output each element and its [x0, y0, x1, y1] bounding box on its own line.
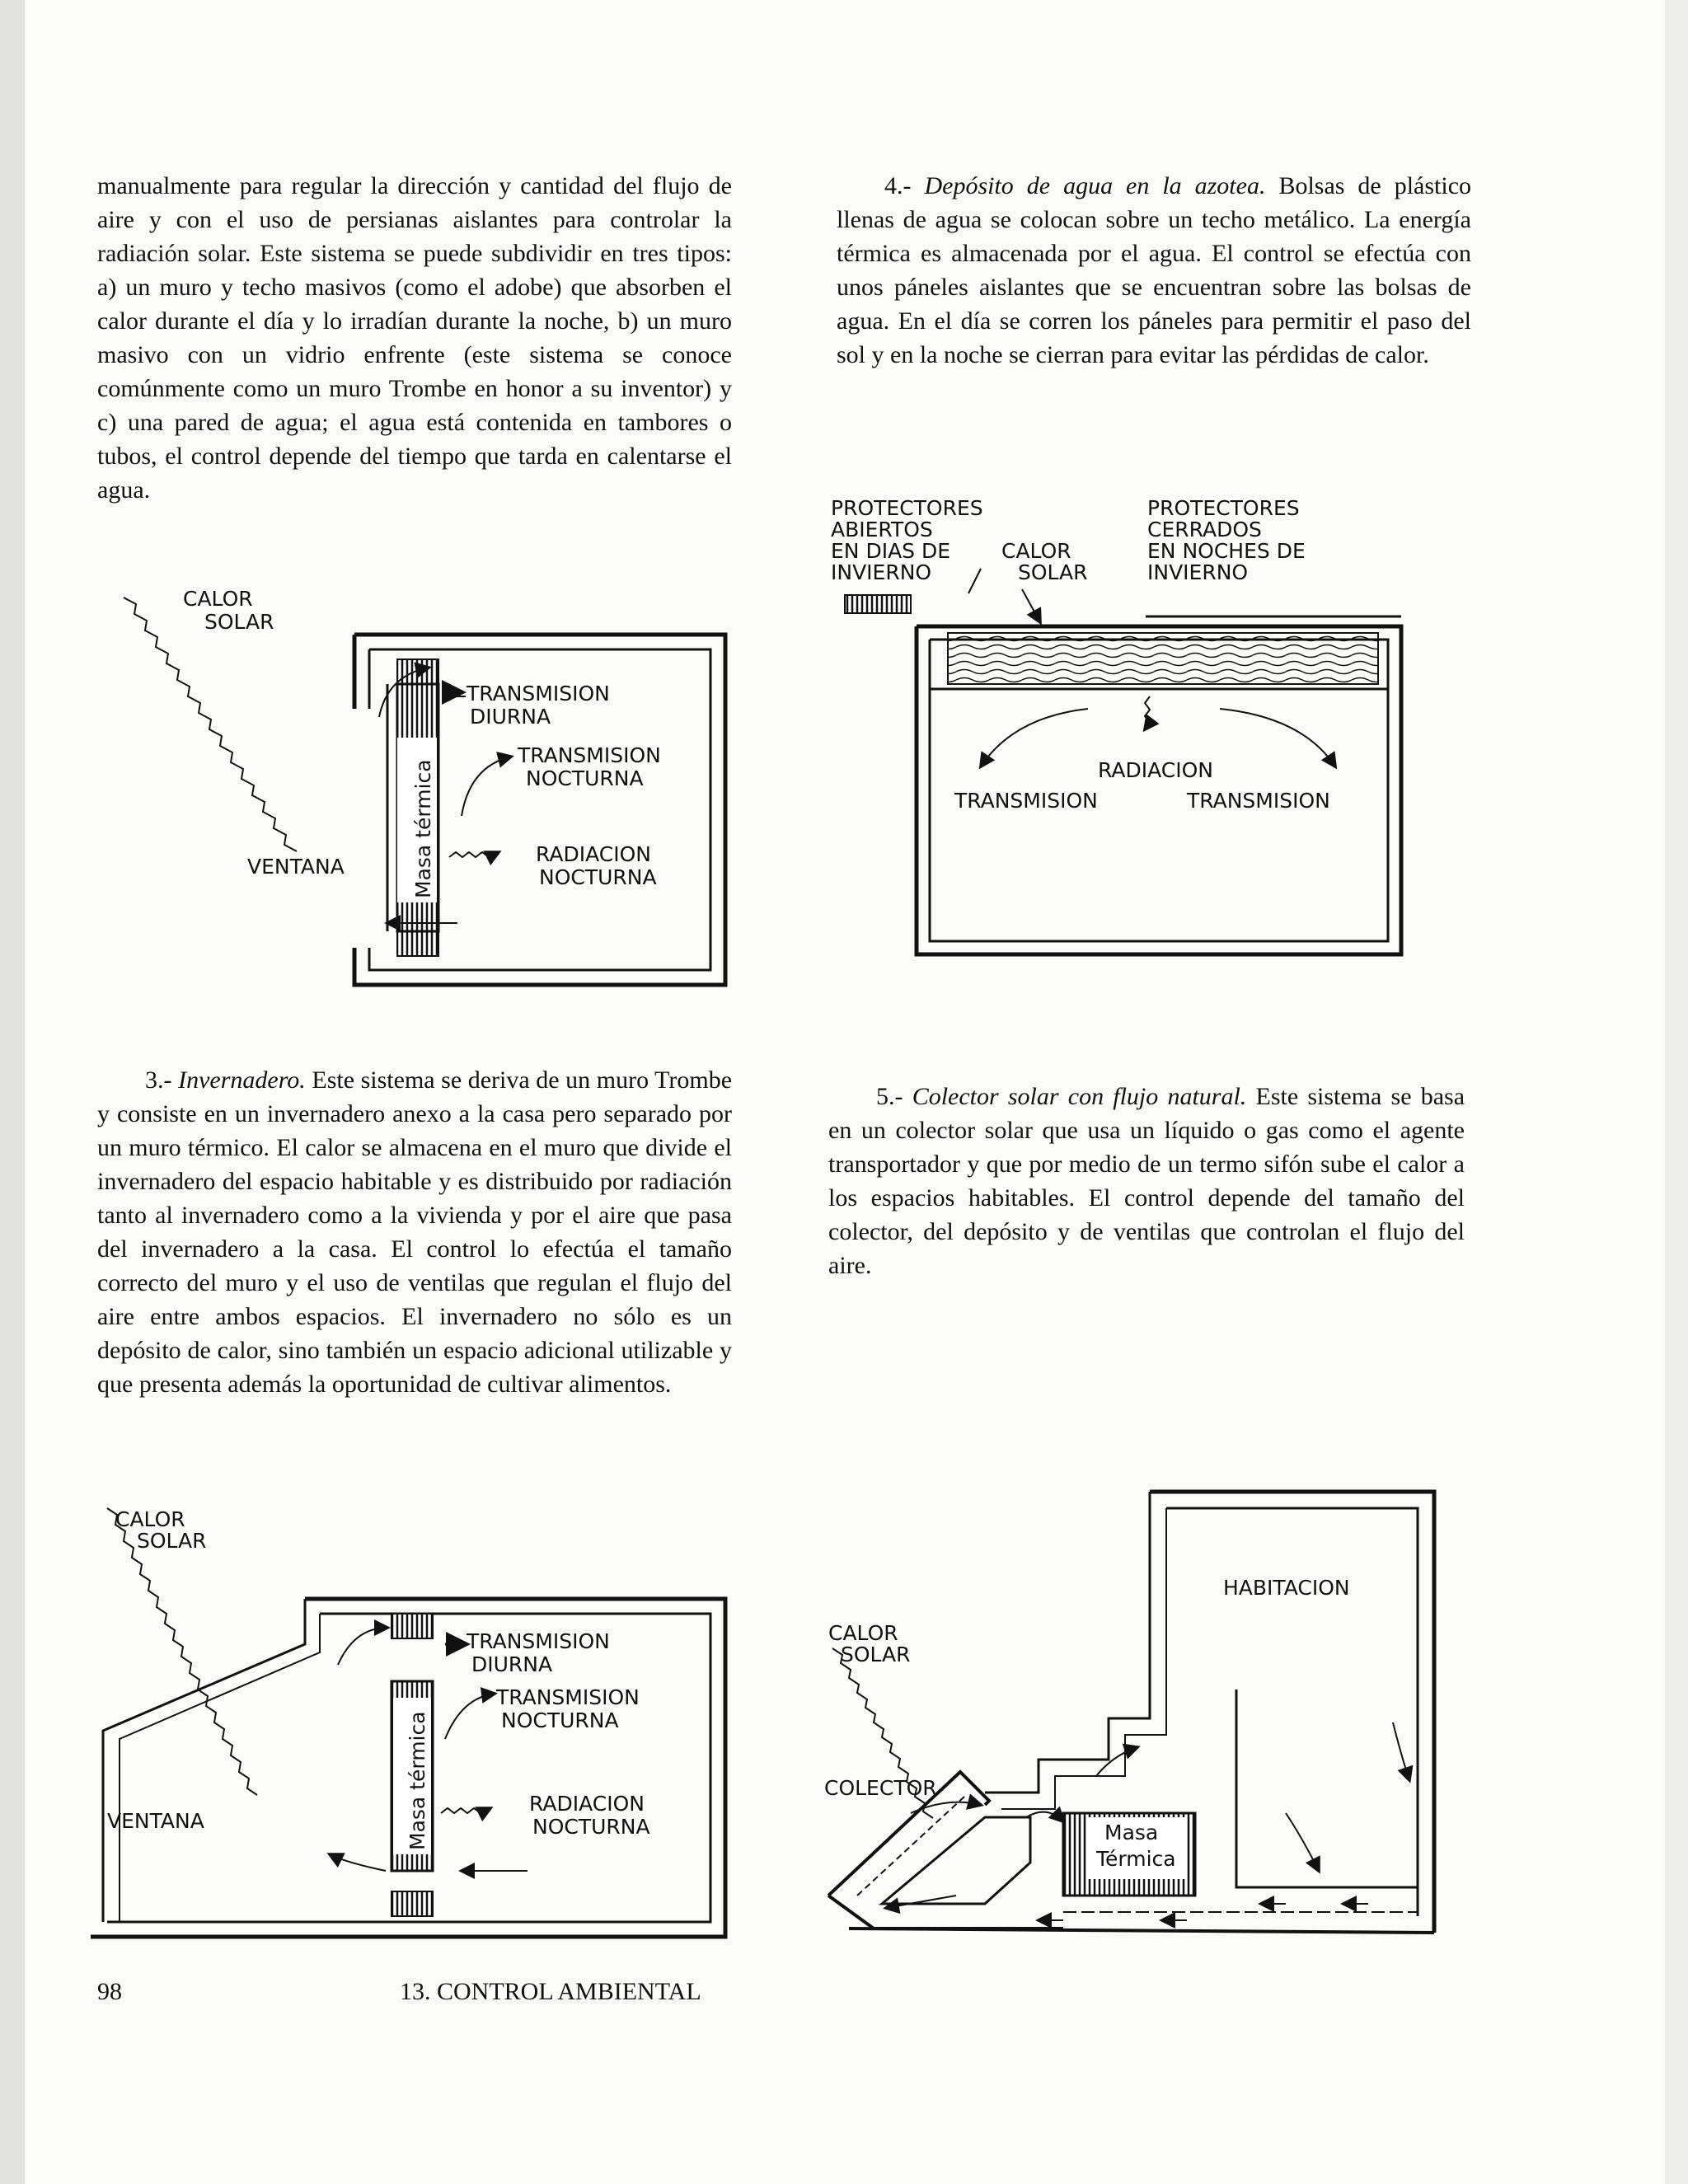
- paragraph-muro-trombe: manualmente para regular la dirección y cantidad del flujo de aire y con el uso de persianas aislantes para controlar la radiación solar. Este sistema se puede subdividir en tres tipos: a) un muro y techo masivos (como el adobe) que absorben el calor durante el día y lo irradían durante la noche, b) un muro masivo con un vidrio enfrente (este sistema se conoce comúnmente como un muro Trombe en honor a su inventor) y c) una pared de agua; el agua está contenida en tambores o tubos, el control depende del tiempo que tarda en calentarse el agua.: [97, 172, 732, 504]
- paragraph-deposito-agua: 4.- Depósito de agua en la azotea. Bolsas de plástico llenas de agua se colocan sobre un techo metálico. La energía térmica es almacenada por el agua. El control se efectúa con unos páneles aislantes que se encuentran sobre las bolsas de agua. En el día se corren los páneles para permitir el paso del sol y en la noche se cierran para evitar las pérdidas de calor.: [837, 172, 1472, 368]
- colector-solar-label: SOLAR: [841, 1643, 911, 1666]
- azotea-protectores-cerrados-1: PROTECTORES: [1147, 496, 1300, 520]
- diagram-colector-solar: [824, 1492, 1434, 1933]
- azotea-transmision-right-label: TRANSMISION: [1187, 789, 1330, 813]
- azotea-transmision-left-label: TRANSMISION: [954, 789, 1098, 813]
- invernadero-transmision2-label: TRANSMISION: [496, 1685, 640, 1709]
- colector-masa-label: Masa: [1104, 1821, 1159, 1844]
- trombe-transmision2-label: TRANSMISION: [518, 743, 661, 767]
- invernadero-title: Invernadero.: [178, 1066, 306, 1094]
- page-number: 98: [97, 1978, 122, 2005]
- deposito-title: Depósito de agua en la azotea.: [924, 172, 1266, 199]
- azotea-protectores-cerrados-3: EN NOCHES DE: [1147, 539, 1306, 563]
- trombe-radiacion-label: RADIACION: [536, 842, 651, 866]
- paragraph-invernadero: 3.- Invernadero. Este sistema se deriva de un muro Trombe y consiste en un invernadero anexo a la casa pero separado por un muro térmico. El calor se almacena en el muro que divide el invernadero del espacio habitable y es distribuido por radiación tanto al invernadero como a la vivienda y por el aire que pasa del invernadero a la casa. El control lo efectúa el tamaño correcto del muro y el uso de ventilas que regulan el flujo del aire entre ambos espacios. El invernadero no sólo es un depósito de calor, sino también un espacio adicional utilizable y que presenta además la oportunidad de cultivar alimentos.: [97, 1066, 733, 1398]
- azotea-calor-label: CALOR: [1001, 539, 1071, 563]
- invernadero-ventana-label: VENTANA: [107, 1809, 204, 1833]
- colector-habitacion-label: HABITACION: [1223, 1576, 1350, 1600]
- azotea-protectores-cerrados-4: INVIERNO: [1147, 560, 1249, 584]
- invernadero-radiacion-label: RADIACION: [529, 1792, 645, 1816]
- azotea-radiacion-label: RADIACION: [1098, 758, 1213, 782]
- invernadero-masa-label: Masa térmica: [406, 1711, 429, 1850]
- trombe-ventana-label: VENTANA: [247, 855, 345, 879]
- trombe-nocturna-label: NOCTURNA: [526, 766, 644, 790]
- colector-termica-label: Térmica: [1096, 1847, 1176, 1871]
- trombe-calor-label: CALOR: [183, 587, 253, 611]
- azotea-protectores-cerrados-2: CERRADOS: [1147, 518, 1262, 541]
- azotea-protectores-abiertos-2: ABIERTOS: [831, 518, 933, 541]
- invernadero-diurna-label: DIURNA: [471, 1652, 553, 1676]
- invernadero-solar-label: SOLAR: [137, 1529, 207, 1553]
- azotea-protectores-abiertos-1: PROTECTORES: [831, 496, 983, 520]
- chapter-title: 13. CONTROL AMBIENTAL: [400, 1978, 701, 2005]
- azotea-protectores-abiertos-3: EN DIAS DE: [831, 539, 951, 563]
- invernadero-calor-label: CALOR: [115, 1507, 185, 1531]
- trombe-nocturna2-label: NOCTURNA: [539, 865, 657, 889]
- azotea-protectores-abiertos-4: INVIERNO: [831, 560, 932, 584]
- solar-ray-zigzag: [124, 598, 297, 851]
- trombe-diurna-label: DIURNA: [470, 705, 551, 729]
- diagram-muro-trombe: [124, 587, 725, 985]
- colector-title: Colector solar con flujo natural.: [912, 1083, 1247, 1110]
- diagram-deposito-azotea: [831, 496, 1401, 954]
- trombe-transmision-label: TRANSMISION: [467, 682, 610, 705]
- paragraph-colector-solar: 5.- Colector solar con flujo natural. Este sistema se basa en un colector solar que usa un líquido o gas como el agente transportador y que por medio de un termo sifón sube el calor a los espacios habitables. El control depende del tamaño del colector, del depósito y de ventilas que controlan el flujo del aire.: [828, 1083, 1465, 1279]
- invernadero-transmision-label: TRANSMISION: [467, 1629, 610, 1653]
- invernadero-nocturna2-label: NOCTURNA: [532, 1815, 650, 1839]
- trombe-solar-label: SOLAR: [204, 610, 274, 634]
- azotea-solar-label: SOLAR: [1018, 560, 1088, 584]
- colector-colector-label: COLECTOR: [824, 1776, 937, 1800]
- diagram-invernadero: [91, 1507, 725, 1937]
- colector-calor-label: CALOR: [828, 1621, 898, 1645]
- invernadero-nocturna-label: NOCTURNA: [501, 1708, 619, 1732]
- trombe-masa-label: Masa térmica: [411, 759, 435, 898]
